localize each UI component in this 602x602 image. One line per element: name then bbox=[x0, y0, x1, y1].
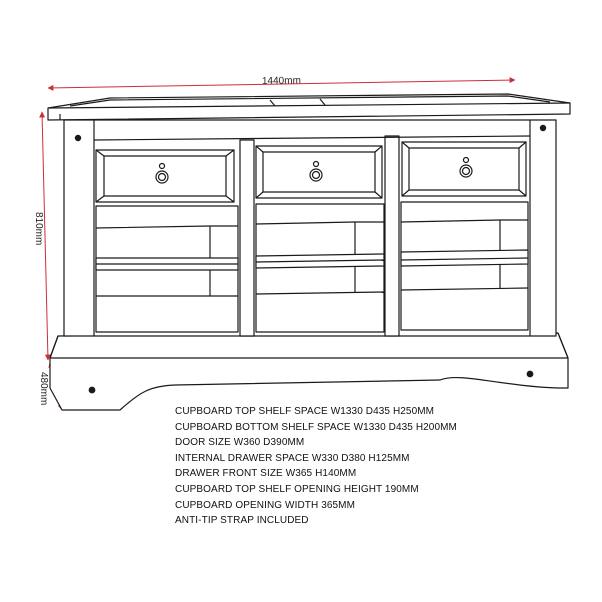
spec-door-size: DOOR SIZE W360 D390MM bbox=[175, 437, 305, 449]
spec-top-shelf-opening-height: CUPBOARD TOP SHELF OPENING HEIGHT 190MM bbox=[175, 483, 419, 495]
spec-drawer-front-size: DRAWER FRONT SIZE W365 H140MM bbox=[175, 468, 357, 480]
height-label: 810mm bbox=[33, 212, 44, 246]
base-plinth bbox=[50, 333, 568, 410]
spec-anti-tip-strap: ANTI-TIP STRAP INCLUDED bbox=[175, 515, 309, 527]
depth-label: 480mm bbox=[38, 372, 49, 406]
post-screw-left bbox=[75, 135, 80, 140]
spec-cupboard-opening-width: CUPBOARD OPENING WIDTH 365MM bbox=[175, 499, 356, 511]
spec-top-shelf-space: CUPBOARD TOP SHELF SPACE W1330 D435 H250MM bbox=[175, 406, 435, 417]
drawer-right[interactable] bbox=[402, 142, 526, 196]
post-screw-right bbox=[540, 125, 545, 130]
drawer-middle[interactable] bbox=[256, 146, 382, 198]
drawer-left[interactable] bbox=[96, 150, 234, 202]
top-slab bbox=[48, 94, 570, 120]
spec-bottom-shelf-space: CUPBOARD BOTTOM SHELF SPACE W1330 D435 H200MM bbox=[175, 421, 457, 433]
specifications-list bbox=[175, 404, 575, 529]
plinth-screw-right bbox=[527, 371, 533, 377]
width-label: 1440mm bbox=[261, 75, 301, 87]
spec-internal-drawer-space: INTERNAL DRAWER SPACE W330 D380 H125MM bbox=[175, 452, 410, 464]
sideboard bbox=[48, 94, 570, 410]
plinth-screw-left bbox=[89, 387, 95, 393]
